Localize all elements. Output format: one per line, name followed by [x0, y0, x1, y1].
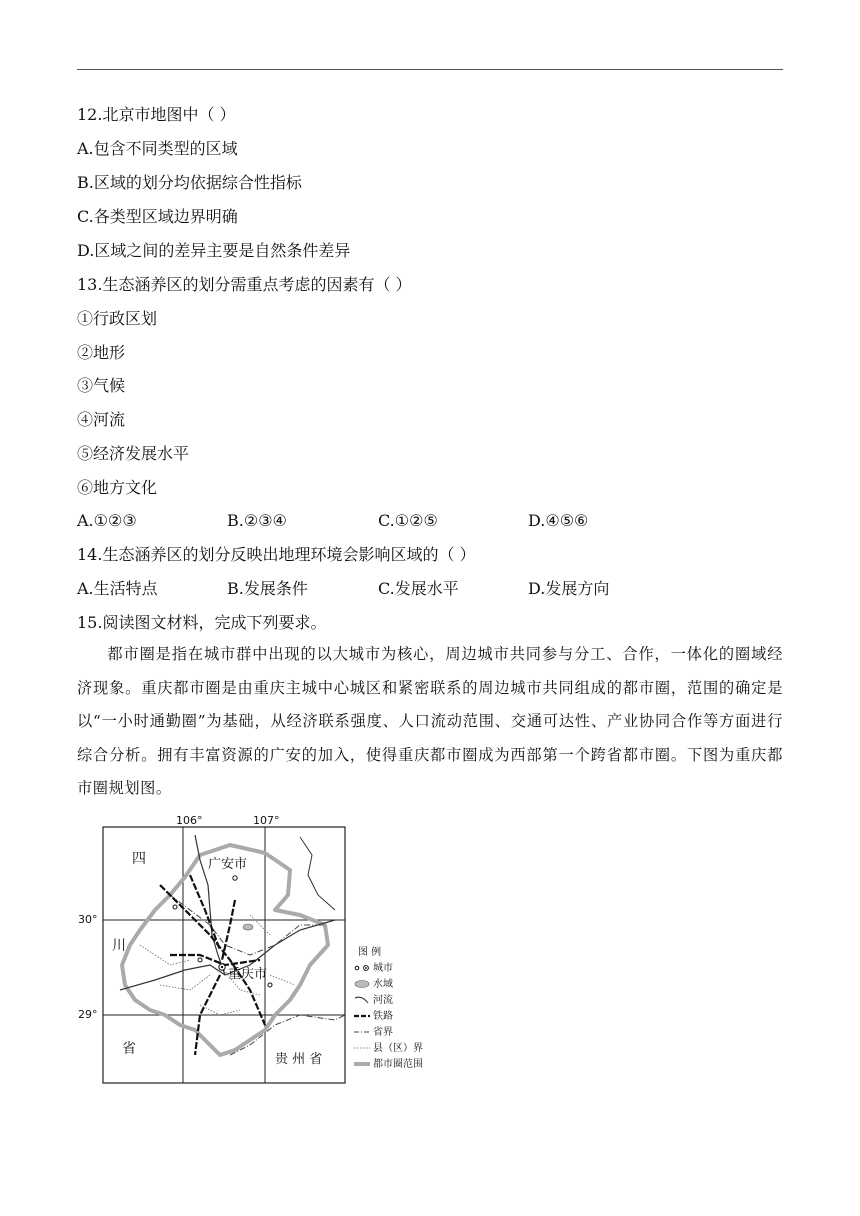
q13-factor-6: ⑥地方文化: [77, 478, 158, 497]
county-boundaries: [140, 915, 295, 1015]
lat-label-30: 30°: [78, 913, 98, 926]
q13-factor-4: ④河流: [77, 410, 126, 429]
q13-option-b: B.②③④: [227, 511, 287, 530]
legend-river: 河流: [373, 995, 393, 1006]
map-legend: [354, 945, 423, 1070]
legend-provincial-boundary: 省界: [373, 1027, 393, 1038]
q14-option-b: B.发展条件: [227, 579, 308, 598]
q14-option-d: D.发展方向: [528, 579, 610, 598]
lon-label-107: 107°: [253, 814, 280, 827]
chongqing-metro-map: [78, 814, 450, 1085]
q13-factor-5: ⑤经济发展水平: [77, 444, 190, 463]
q13-factor-1: ①行政区划: [77, 309, 158, 328]
q14-option-a: A.生活特点: [77, 579, 158, 598]
q12-option-c: C.各类型区域边界明确: [77, 207, 238, 226]
region-label-guizhou: 贵 州 省: [275, 1052, 323, 1067]
city-label-chongqing: 重庆市: [228, 967, 268, 982]
city-guangan: [233, 876, 237, 880]
q15-material-paragraph: 都市圈是指在城市群中出现的以大城市为核心，周边城市共同参与分工、合作，一体化的圈域经济现象。重庆都市圈是由重庆主城中心城区和紧密联系的周边城市共同组成的都市圈，范围的确定是以“一小时通勤圈”为基础，从经济联系强度、人口流动范围、交通可达性、产业协同合作等方面进行综合分析。拥有丰富资源的广安的加入，使得重庆都市圈成为西部第一个跨省都市圈。下图为重庆都市圈规划图。: [77, 645, 783, 797]
river-wujiang: [300, 837, 335, 910]
legend-metro-area: 都市圈范围: [373, 1059, 423, 1070]
q12-stem: 12.北京市地图中（ ）: [77, 105, 236, 124]
legend-title: 图 例: [358, 947, 382, 958]
legend-county-boundary: 县（区）界: [373, 1043, 423, 1054]
q13-option-a: A.①②③: [77, 511, 137, 530]
header-rule: [77, 69, 783, 70]
q13-factor-2: ②地形: [77, 343, 126, 362]
region-label-sheng: 省: [122, 1041, 136, 1057]
water-body: [243, 924, 253, 930]
q14-option-c: C.发展水平: [378, 579, 459, 598]
city-label-guangan: 广安市: [208, 857, 248, 872]
region-label-si: 四: [132, 851, 146, 867]
city-small: [173, 905, 177, 909]
lon-label-106: 106°: [176, 814, 203, 827]
q12-option-a: A.包含不同类型的区域: [77, 139, 238, 158]
q12-option-d: D.区域之间的差异主要是自然条件差异: [77, 241, 351, 260]
region-label-chuan: 川: [112, 938, 126, 954]
legend-water: 水域: [373, 979, 393, 990]
q13-option-c: C.①②⑤: [378, 511, 438, 530]
legend-city: 城市: [373, 963, 393, 974]
legend-railway: 铁路: [373, 1011, 393, 1022]
city-small: [268, 983, 272, 987]
q13-stem: 13.生态涵养区的划分需重点考虑的因素有（ ）: [77, 275, 412, 294]
lat-label-29: 29°: [78, 1008, 98, 1021]
q14-stem: 14.生态涵养区的划分反映出地理环境会影响区域的（ ）: [77, 545, 476, 564]
q12-option-b: B.区域的划分均依据综合性指标: [77, 173, 302, 192]
q15-stem: 15.阅读图文材料，完成下列要求。: [77, 613, 327, 632]
q13-factor-3: ③气候: [77, 376, 126, 395]
q13-option-d: D.④⑤⑥: [528, 511, 589, 530]
city-small: [198, 958, 202, 962]
